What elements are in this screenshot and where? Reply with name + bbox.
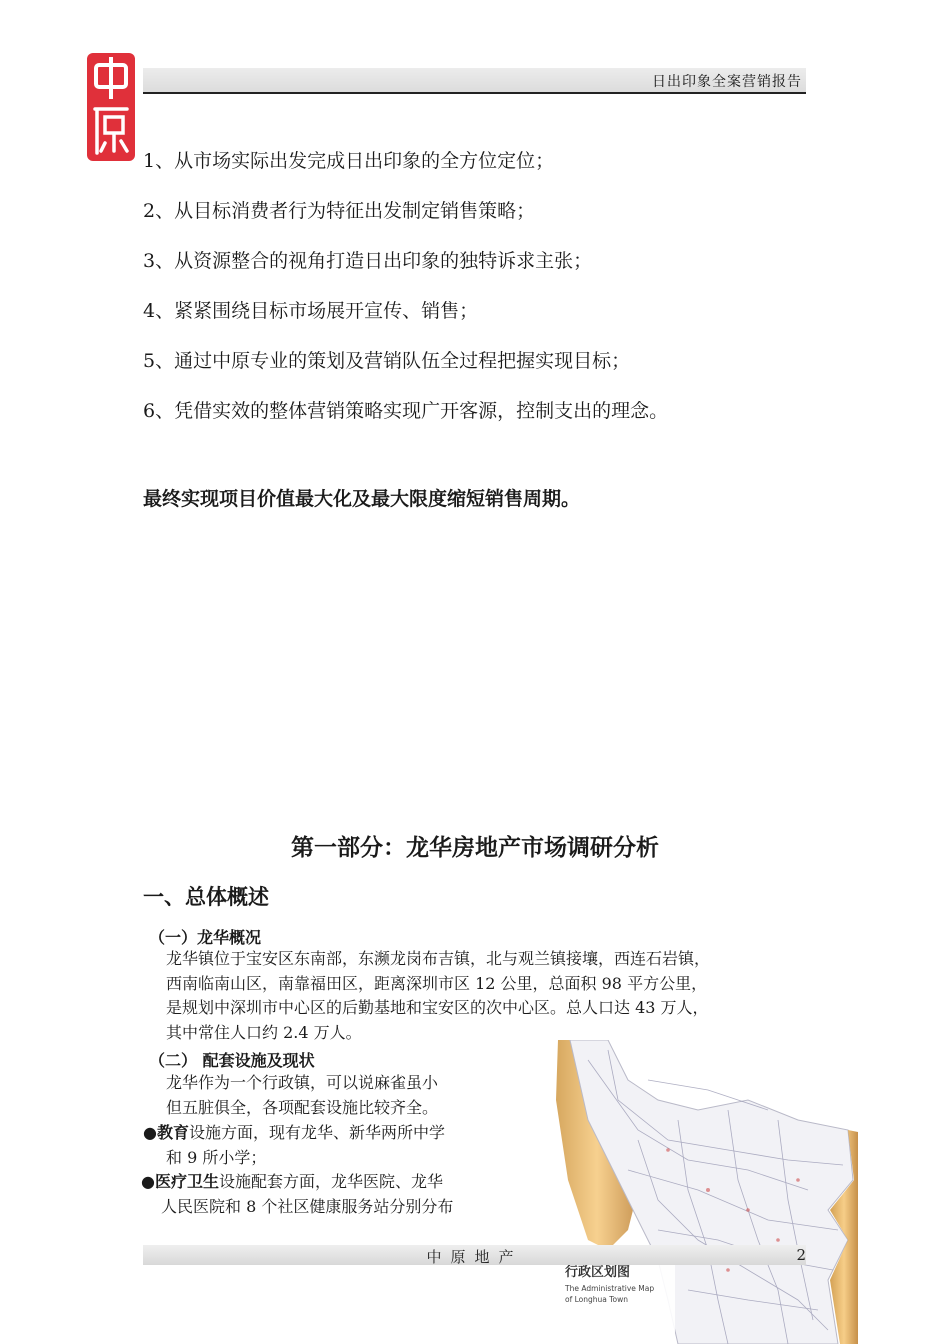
paragraph-line: 但五脏俱全，各项配套设施比较齐全。 xyxy=(166,1097,439,1117)
subsection-title-facilities: （二） 配套设施及现状 xyxy=(149,1051,315,1070)
administrative-map-image xyxy=(548,1040,858,1344)
report-title: 日出印象全案营销报告 xyxy=(652,74,802,90)
paragraph-line: 其中常住人口约 2.4 万人。 xyxy=(166,1022,362,1042)
header-bar xyxy=(143,68,806,94)
medical-text-cont: 人民医院和 8 个社区健康服务站分别分布 xyxy=(161,1197,454,1216)
medical-bullet xyxy=(141,1170,443,1195)
list-item: 1、从市场实际出发完成日出印象的全方位定位； xyxy=(143,150,555,172)
map-title: 行政区划图 xyxy=(565,1265,631,1280)
part-title: 第一部分：龙华房地产市场调研分析 xyxy=(291,835,659,861)
facilities-intro xyxy=(166,1071,438,1120)
paragraph-line: 龙华作为一个行政镇，可以说麻雀虽小 xyxy=(166,1073,439,1092)
medical-label: 医疗卫生 xyxy=(154,1172,219,1191)
section-title: 一、总体概述 xyxy=(143,885,269,909)
education-label: 教育 xyxy=(156,1123,189,1142)
list-item: 6、凭借实效的整体营销策略实现广开客源，控制支出的理念。 xyxy=(143,400,669,422)
paragraph-line: 是规划中深圳市中心区的后勤基地和宝安区的次中心区。总人口达 43 万人， xyxy=(166,998,709,1017)
medical-text: 设施配套方面，龙华医院、龙华 xyxy=(218,1172,443,1191)
education-text-cont: 和 9 所小学； xyxy=(166,1148,267,1167)
company-logo xyxy=(87,53,135,161)
education-bullet xyxy=(143,1121,445,1146)
footer-bar xyxy=(143,1245,806,1265)
subsection-title-overview: （一）龙华概况 xyxy=(149,928,262,947)
map-english-title-2: of Longhua Town xyxy=(565,1295,629,1304)
list-item: 4、紧紧围绕目标市场展开宣传、销售； xyxy=(143,300,479,322)
paragraph-line: 西南临南山区，南靠福田区，距离深圳市区 12 公里，总面积 98 平方公里， xyxy=(166,973,708,993)
conclusion-text: 最终实现项目价值最大化及最大限度缩短销售周期。 xyxy=(143,488,581,510)
bullet-icon: ● xyxy=(143,1123,157,1142)
list-item: 3、从资源整合的视角打造日出印象的独特诉求主张； xyxy=(143,250,593,272)
overview-paragraph xyxy=(166,947,710,1045)
paragraph-line: 龙华镇位于宝安区东南部，东濒龙岗布吉镇，北与观兰镇接壤，西连石岩镇， xyxy=(166,949,711,968)
education-text: 设施方面，现有龙华、新华两所中学 xyxy=(188,1123,445,1142)
bullet-icon: ● xyxy=(141,1172,155,1191)
footer-company: 中原地产 xyxy=(426,1248,523,1266)
list-item: 5、通过中原专业的策划及营销队伍全过程把握实现目标； xyxy=(143,350,631,372)
page-number: 2 xyxy=(796,1246,806,1264)
map-english-title-1: The Administrative Map xyxy=(565,1284,655,1293)
strategy-list xyxy=(143,136,668,436)
list-item: 2、从目标消费者行为特征出发制定销售策略； xyxy=(143,200,536,222)
